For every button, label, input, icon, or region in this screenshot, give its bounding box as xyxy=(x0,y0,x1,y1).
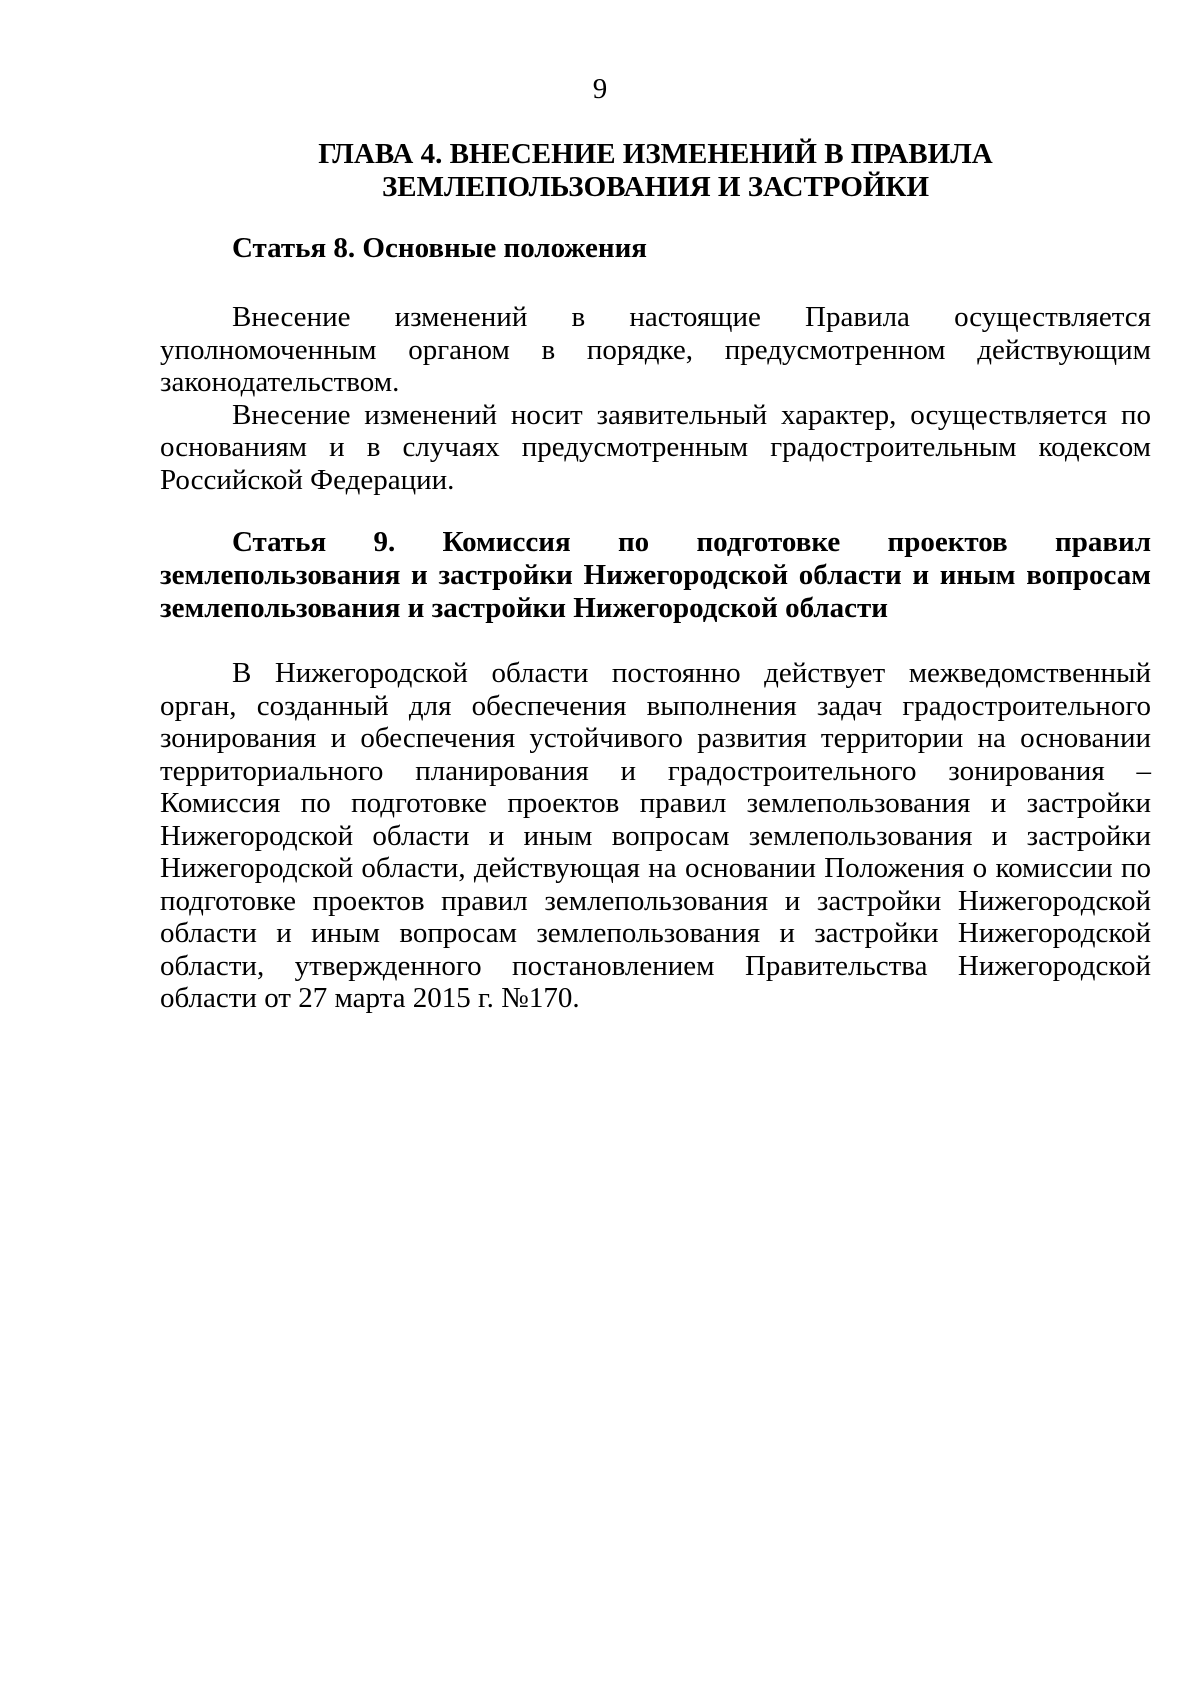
chapter-title-line-2: ЗЕМЛЕПОЛЬЗОВАНИЯ И ЗАСТРОЙКИ xyxy=(381,171,930,203)
article-9-body xyxy=(160,657,1151,1015)
article-8-paragraph-2: Внесение изменений носит заявительный характер, осуществляется по основаниям и в случаях предусмотренным градостроительным кодексом Российской Федерации. xyxy=(160,398,1151,496)
article-9-paragraph-1: В Нижегородской области постоянно действует межведомственный орган, созданный для обеспечения выполнения задач градостроительного зонирования и обеспечения устойчивого развития территории на основании территориального планирования и градостроительного зонирования – Комиссия по подготовке проектов правил землепользования и застройки Нижегородской области и иным вопросам землепользования и застройки Нижегородской области, действующая на основании Положения о комиссии по подготовке проектов правил землепользования и застройки Нижегородской области и иным вопросам землепользования и застройки Нижегородской области, утвержденного постановлением Правительства Нижегородской области от 27 марта 2015 г. №170. xyxy=(160,657,1151,1014)
article-8-paragraph-1: Внесение изменений в настоящие Правила осуществляется уполномоченным органом в порядке, предусмотренном действующим законодательством. xyxy=(160,301,1151,398)
article-8-section xyxy=(160,232,1151,265)
chapter-title xyxy=(160,138,1151,204)
chapter-title-line-1: ГЛАВА 4. ВНЕСЕНИЕ ИЗМЕНЕНИЙ В ПРАВИЛА xyxy=(318,138,993,170)
article-9-heading: Статья 9. Комиссия по подготовке проектов правил землепользования и застройки Нижегородской области и иным вопросам землепользования и застройки Нижегородской области xyxy=(160,526,1151,624)
article-8-heading: Статья 8. Основные положения xyxy=(232,232,647,264)
article-9-section xyxy=(160,526,1151,625)
article-8-body xyxy=(160,301,1151,496)
page-number: 9 xyxy=(592,73,608,105)
